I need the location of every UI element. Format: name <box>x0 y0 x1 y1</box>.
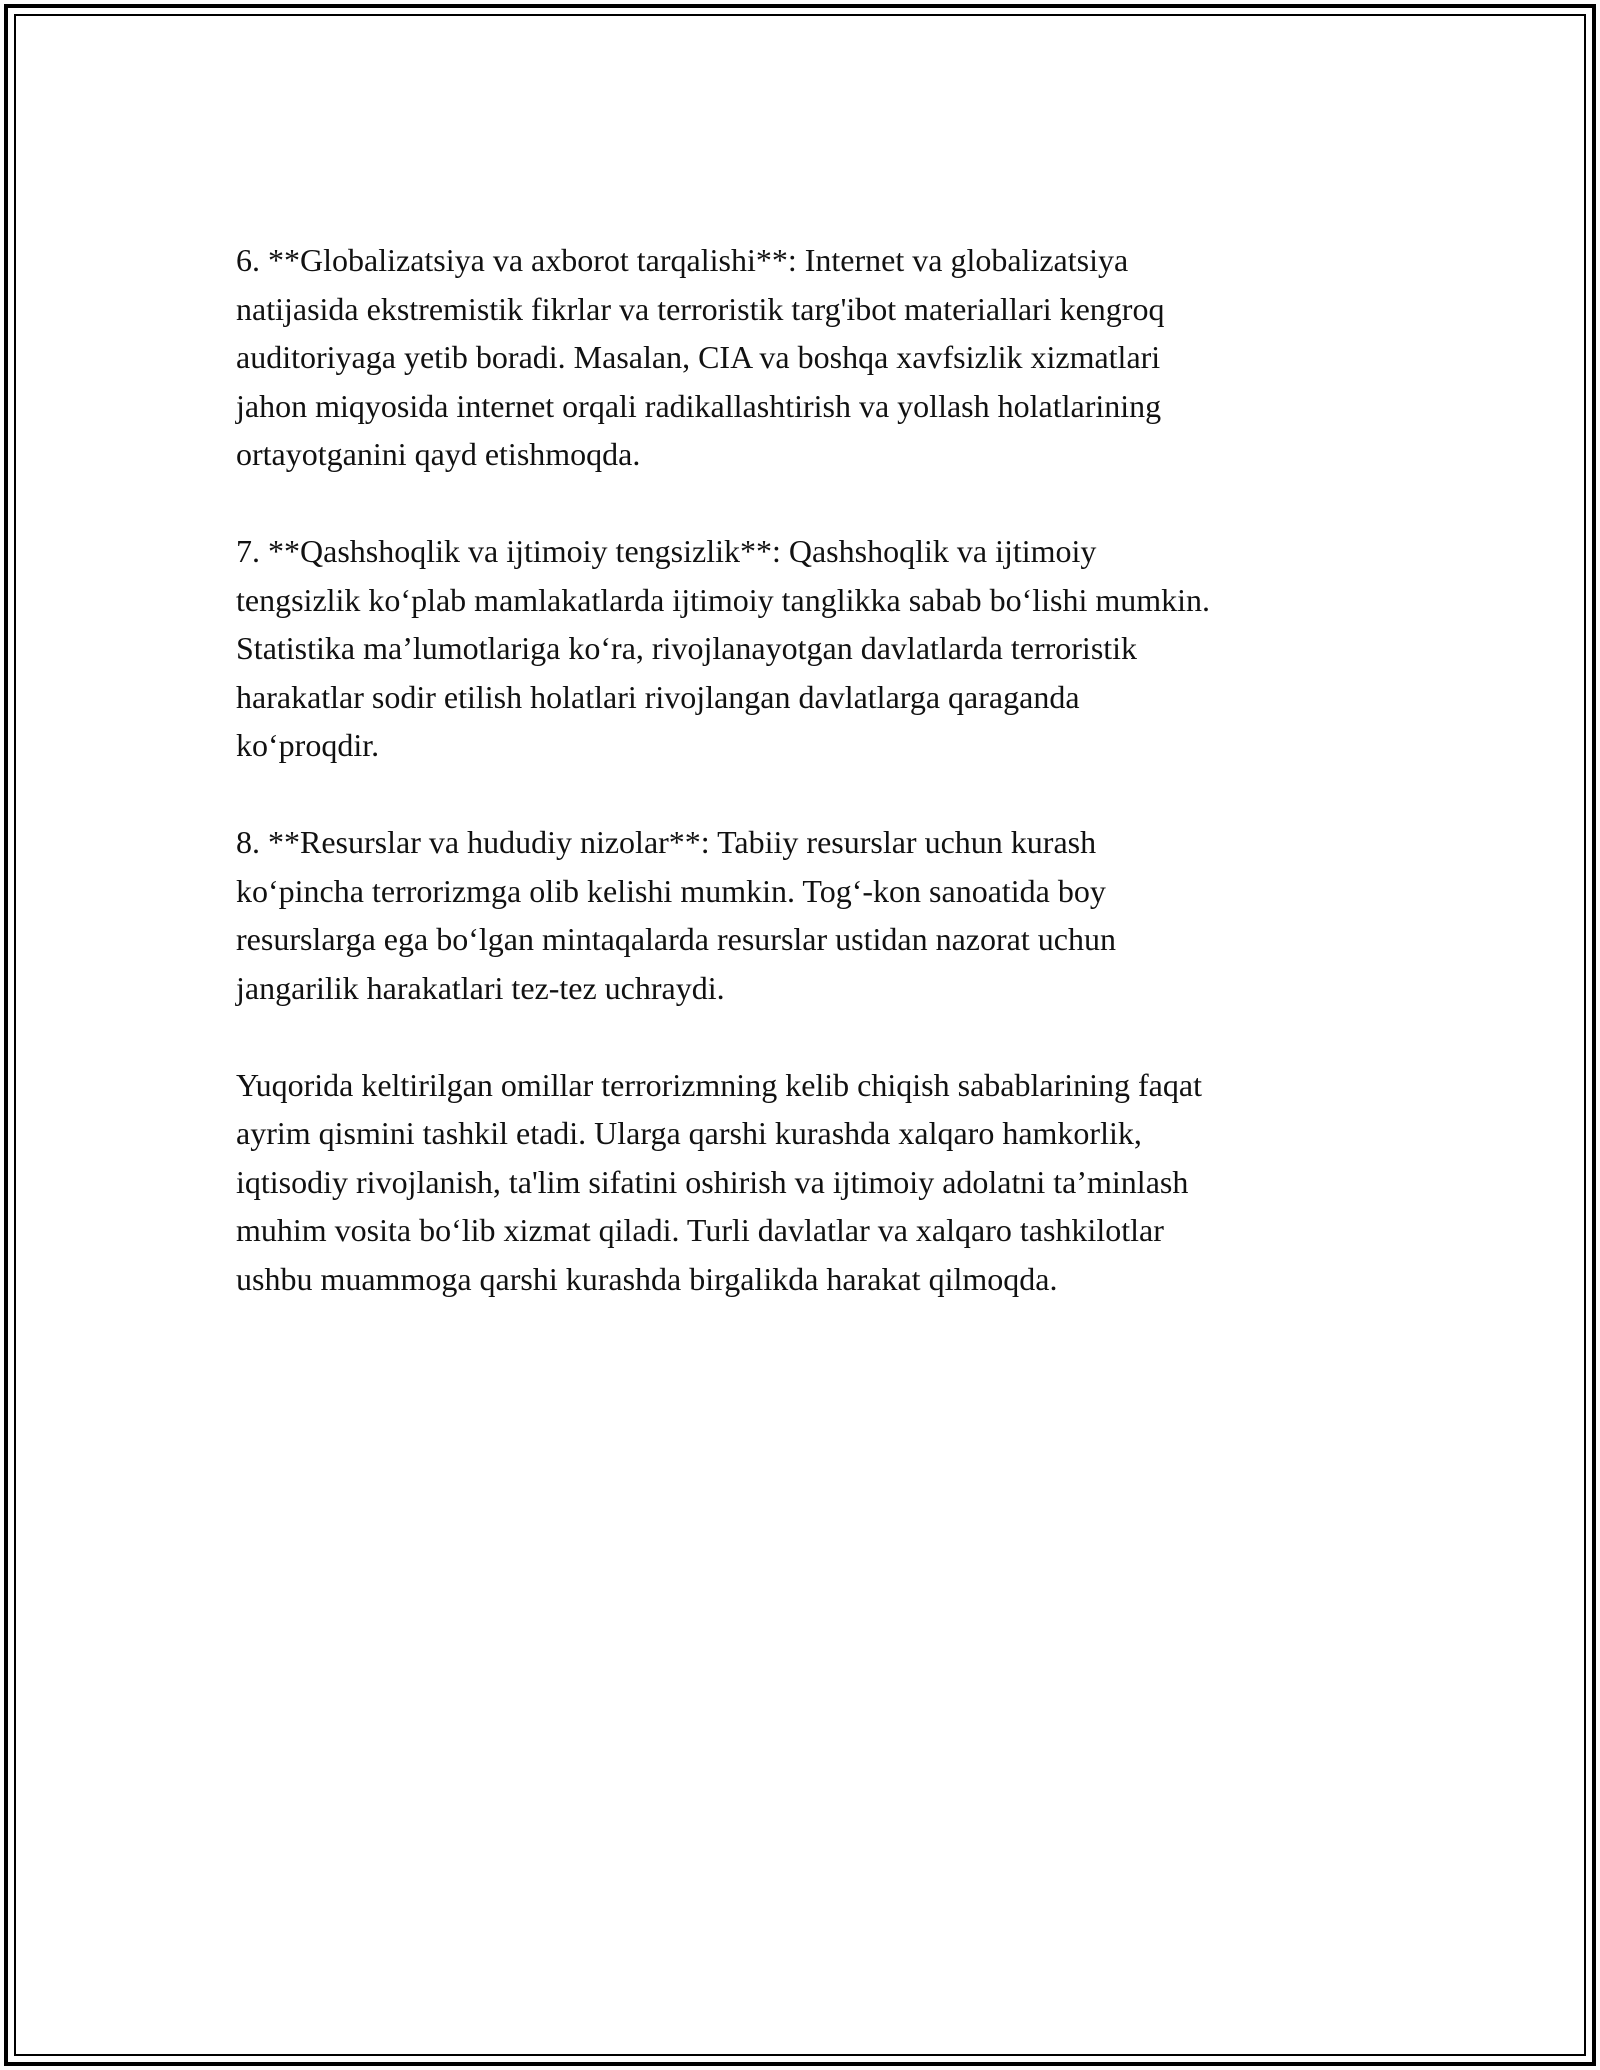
document-body <box>236 236 1386 1352</box>
paragraph-conclusion: Yuqorida keltirilgan omillar terrorizmning kelib chiqish sabablarining faqat ayrim qismini tashkil etadi. Ularga qarshi kurashda xalqaro hamkorlik, iqtisodiy rivojlanish, ta'lim sifatini oshirish va ijtimoiy adolatni ta’minlash muhim vosita bo‘lib xizmat qiladi. Turli davlatlar va xalqaro tashkilotlar ushbu muammoga qarshi kurashda birgalikda harakat qilmoqda. <box>236 1066 1202 1297</box>
paragraph-globalization: 6. **Globalizatsiya va axborot tarqalishi**: Internet va globalizatsiya natijasida ekstremistik fikrlar va terroristik targ'ibot materiallari kengroq auditoriyaga yetib boradi. Masalan, CIA va boshqa xavfsizlik xizmatlari jahon miqyosida internet orqali radikallashtirish va yollash holatlarining ortayotganini qayd etishmoqda. <box>236 242 1165 472</box>
paragraph-poverty-inequality: 7. **Qashshoqlik va ijtimoiy tengsizlik**: Qashshoqlik va ijtimoiy tengsizlik ko‘plab mamlakatlarda ijtimoiy tanglikka sabab bo‘lishi mumkin. Statistika ma’lumotlariga ko‘ra, rivojlanayotgan davlatlarda terroristik harakatlar sodir etilish holatlari rivojlangan davlatlarga qaraganda ko‘proqdir. <box>236 533 1211 763</box>
paragraph-resources-conflicts: 8. **Resurslar va hududiy nizolar**: Tabiiy resurslar uchun kurash ko‘pincha terrorizmga olib kelishi mumkin. Tog‘-kon sanoatida boy resurslarga ega bo‘lgan mintaqalarda resurslar ustidan nazorat uchun jangarilik harakatlari tez-tez uchraydi. <box>236 824 1116 1006</box>
